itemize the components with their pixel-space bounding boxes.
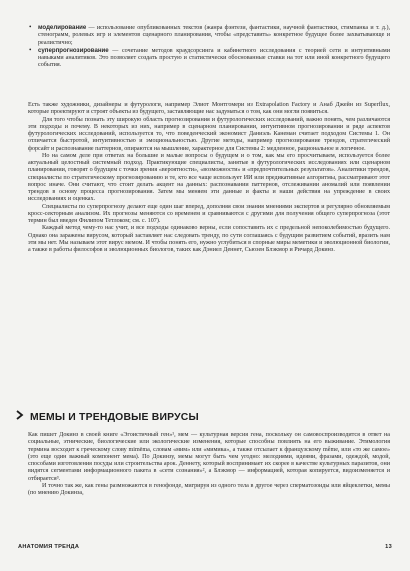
page-footer (18, 544, 394, 550)
section-heading (16, 410, 396, 423)
bullet-term: суперпрогнозирование (38, 46, 109, 54)
page-number: 13 (385, 544, 392, 550)
paragraph: Специалисты по суперпрогнозу делают еще один шаг вперед, дополняя свои знания мнениями экспертов и регулярно обновляемым кросс-секторным анализом. Их прогнозы меняются со временем и сравниваются с другими для получения общего суперпрогноза (этот термин был введен Филипом Тетлоком; см. с. 107). (28, 203, 390, 224)
paragraph: Но на самом деле при ответах на большие и малые вопросы о будущем и о том, как мы его просчитываем, используется более актуальный целостный системный подход. Практикующие специалисты, занятые в футурологических исследованиях или сценарном планировании, говорят о будущем с точки зрения «вероятности», «возможности» и «предпочтительных результатов». Аналитики трендов, специалисты по стратегическому прогнозированию и те, кто все чаще использует ИИ или предикативные алгоритмы, рассматривают этот вопрос иначе. Они считают, что стоит делать акцент на данных: распознавании паттернов, отслеживании аномалий или появлении трендов в основу процесса прогнозирования. Затем мы меняем эти данные и факты и наши действия на упреждение в своих исследованиях и оценках. (28, 152, 390, 203)
chevron-right-icon (16, 410, 24, 423)
bullet-text: — сочетание методов краудсорсинга и кабинетного исследования с теорией сети и интуитивными навыками аналитиков. Это позволяет создать простую и статистически обоснованные ставки на тот или иной конкретного будущего события. (38, 47, 390, 69)
running-title: АНАТОМИЯ ТРЕНДА (18, 544, 80, 550)
body-text (28, 102, 390, 254)
section-heading-text: МЕМЫ И ТРЕНДОВЫЕ ВИРУСЫ (30, 412, 199, 423)
bullet-text: — использование опубликованных текстов (жанра фэнтези, фантастики, научной фантастики, стимпанка и т. д.), стенограмм, ролевых игр и элементов сценарного планирования, чтобы «представить» конкретное будущее более захватывающе и реалистично; (38, 25, 390, 46)
section-body (28, 432, 390, 497)
bullet-term: моделирование (38, 24, 87, 31)
bullet-list (28, 24, 390, 70)
bullet-superforecasting (28, 47, 390, 70)
paragraph: Как пишет Докинз в своей книге «Эгоистичный ген»¹, мем — культурная версия гена, поскольку он самовоспроизводится в ответ на социальные, этнические, биологические или экологические изменения, которые способны повлиять на его выживание. Этимология термина восходит к греческому слову mimēma, словам «мим» или «мимика», а также отсылает к французскому même, или «то же самое» (это еще один важный компонент мема). По Докинзу, мемы могут быть чем угодно: мелодиями, идеями, фразами, одеждой, модой, способами изготовления посуды или строительства арок. Деннету, который воспринимает их скорее в качестве культурных паразитов, они видятся сегментами информационного пакета в «сети сознания»², а Блэкмор — информацией, которая копируется, видоизменяется и отбирается³. (28, 432, 390, 482)
paragraph: Каждый метод чему-то нас учит, и все подходы одинаково верны, если сопоставить их с предельной непоколебимостью будущего. Однако она заражены вирусом, который заставляет нас следовать тренду, по сути соглашаясь с будущим развитием событий, вразить нам эти мы нет. Мы называем этот вирус мемом. И чтобы понять его, нужно углубиться в спорные миры меметики и эволюционной биологии, а также в работы философов и эволюционных биологов, таких как Дэниел Деннет, Сьюзен Блэкмор и Ричард Докинз. (28, 225, 390, 253)
paragraph: Есть также художники, дизайнеры и футурологи, например Элиот Монтгомери из Extrapolation Factory и Анаб Джейн из Superflux, которые проектируют и строят объекты из будущего, заставляющие нас задуматься о том, как они могли появиться. (28, 102, 390, 116)
bullet-modeling (28, 24, 390, 47)
paragraph: Для того чтобы познать эту широкую область прогнозирования и футурологических исследований, важно понять, чем различаются эти подходы и почему. В некоторых из них, например в сценарном планировании, интуитивном прогнозировании и ряде аспектов футурологических исследований, используется то, что поведенческий экономист Даниэль Канеман считает подходом Системы 1. Он отличается быстротой, интуитивностью и эмоциональностью. Другие методы, например прогнозирование трендов, стратегический форсайт и распознавание паттернов, опираются на мышление, характерное для Системы 2: медленное, рациональное и логичное. (28, 116, 390, 152)
paragraph: И точно так же, как гены размножаются в генофонде, мигрируя из одного тела в другое через сперматозоиды или яйцеклетки, мемы (по мнению Докинза, (28, 482, 390, 496)
